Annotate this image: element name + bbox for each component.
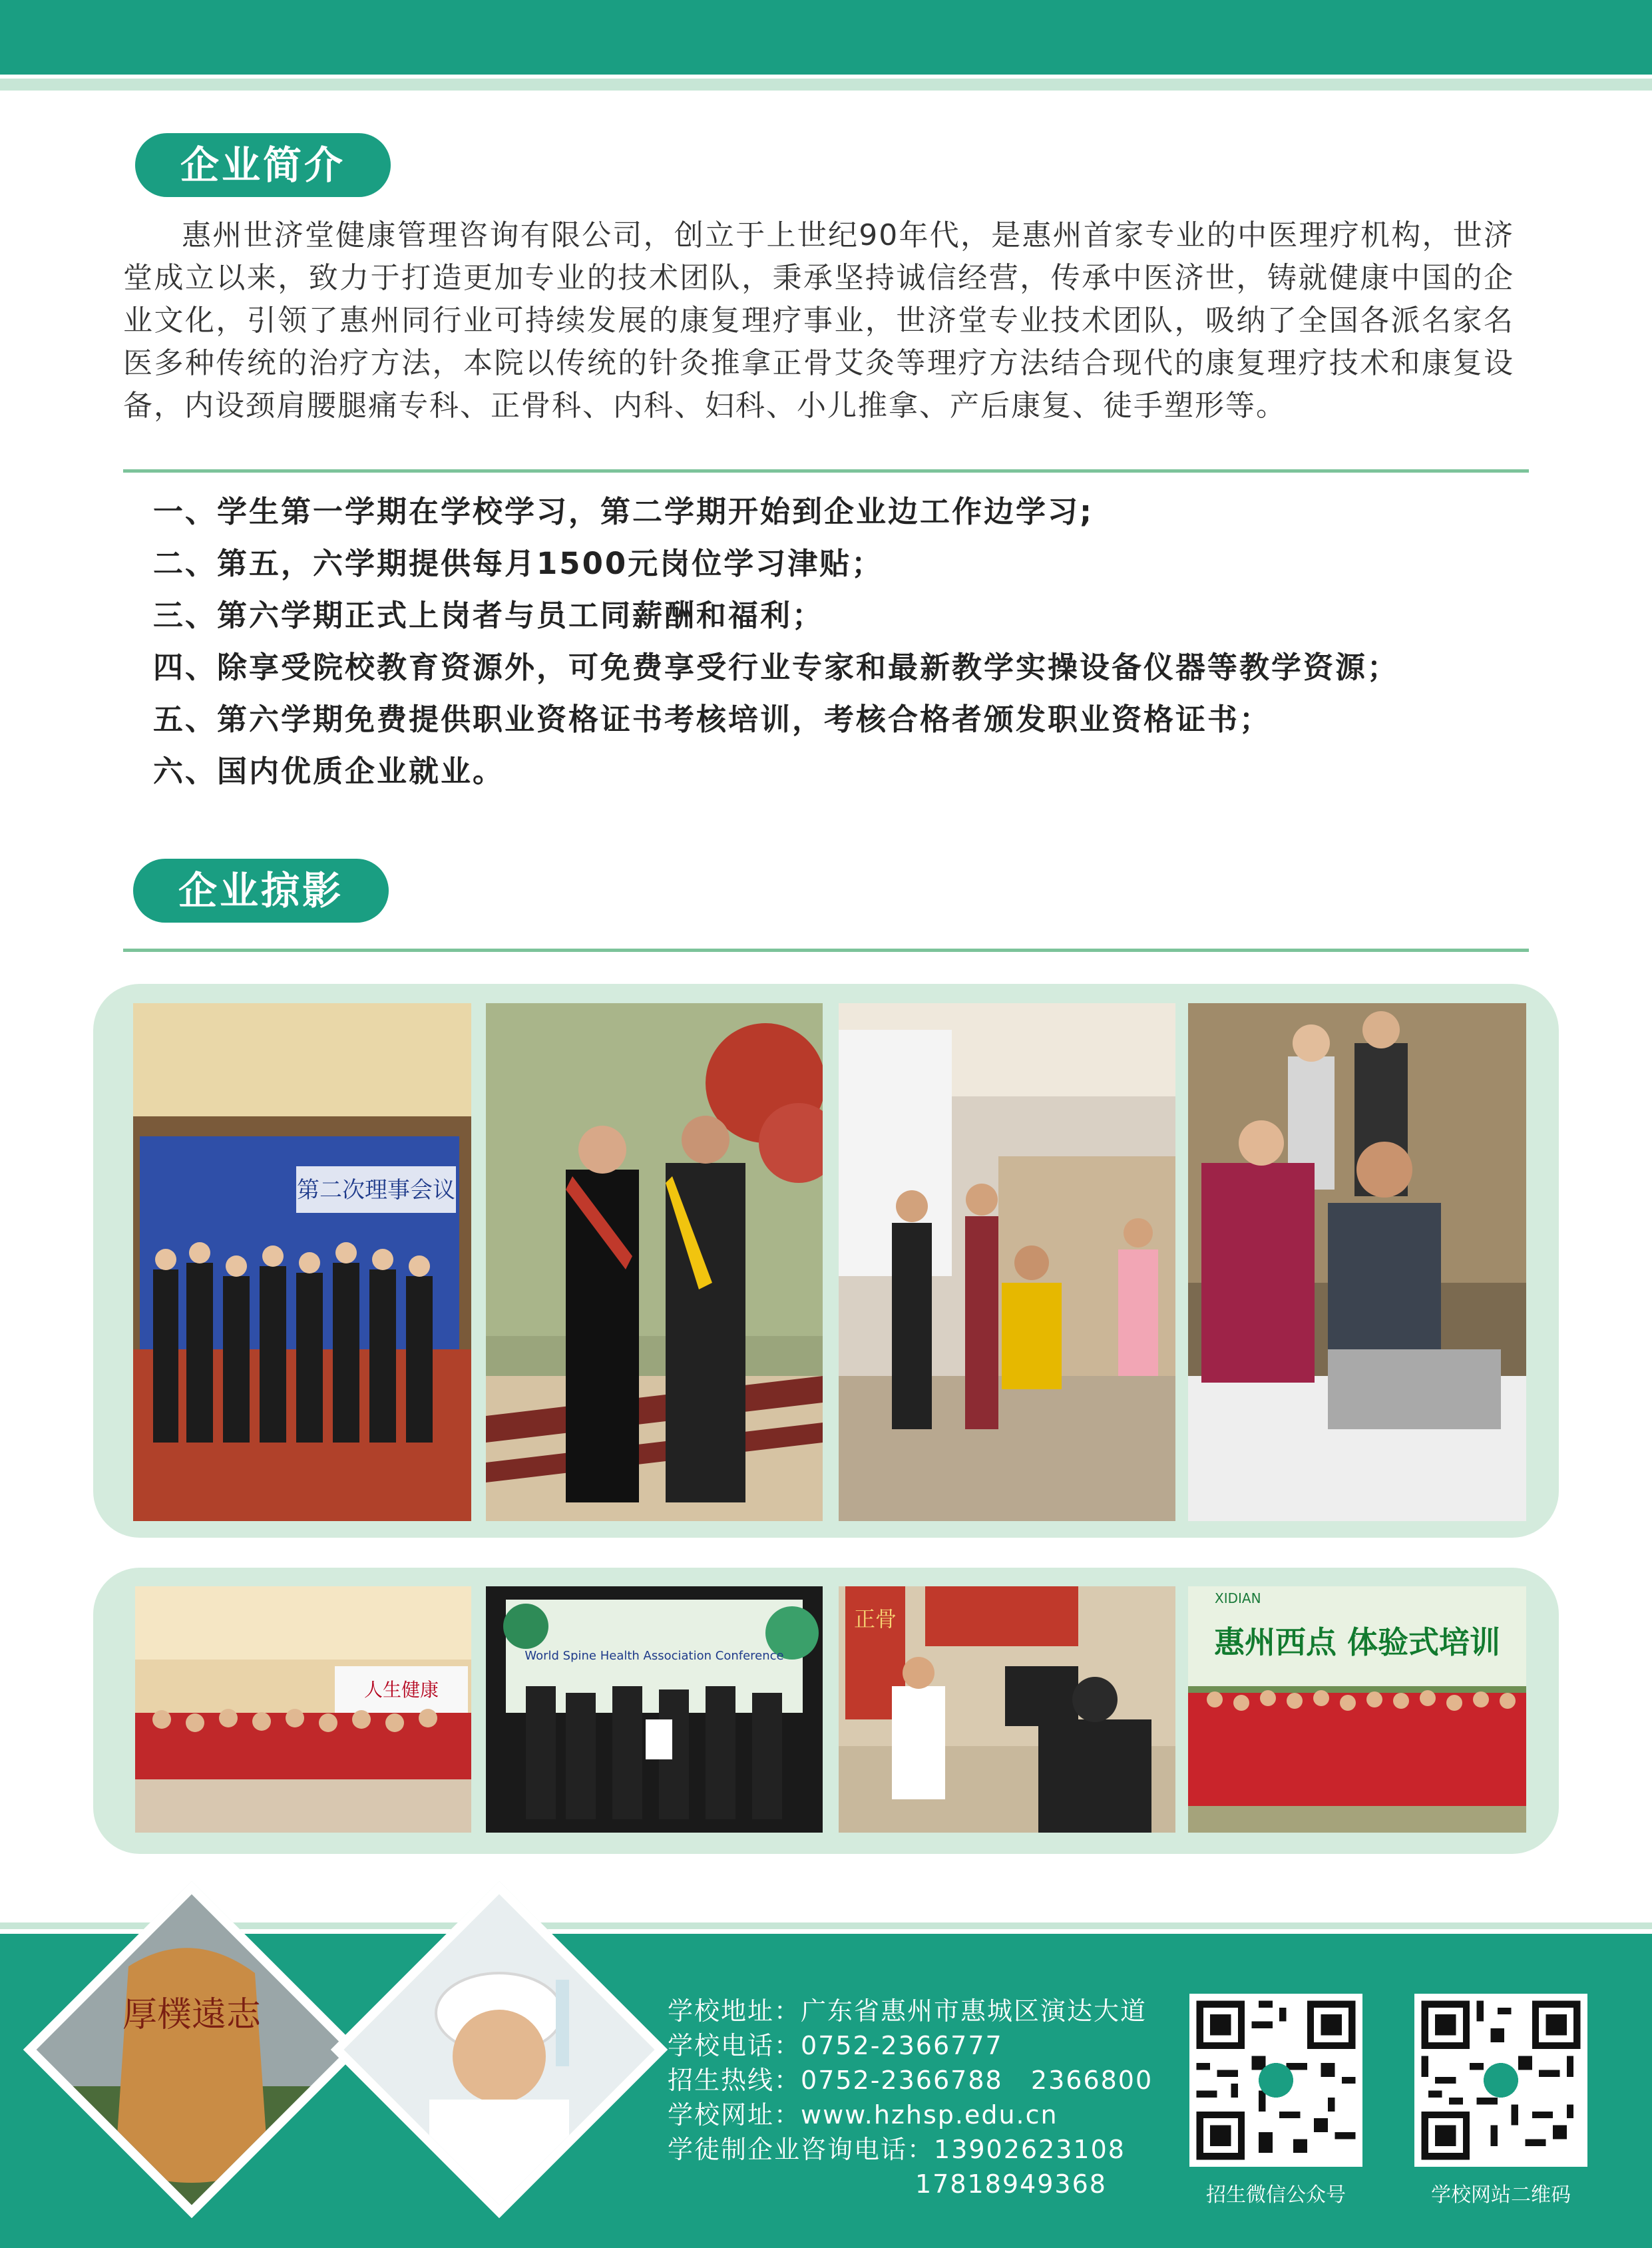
- benefit-item: 六、国内优质企业就业。: [153, 754, 505, 789]
- wechat-qr-code: [1189, 1994, 1362, 2167]
- website-qr-caption: 学校网站二维码: [1431, 2183, 1571, 2207]
- website-row: [668, 2098, 1173, 2132]
- address-label: 学校地址：: [668, 1996, 801, 2026]
- phone-label: 学校电话：: [668, 2031, 801, 2060]
- photo-award-couple: [486, 1003, 823, 1521]
- photo-clinic-banner: 正骨: [853, 1606, 897, 1632]
- phone-value: 0752-2366777: [801, 2031, 1003, 2060]
- photo-team-group: [135, 1586, 471, 1833]
- benefit-item: 二、第五，六学期提供每月1500元岗位学习津贴；: [153, 546, 884, 581]
- apprentice-row-2: [668, 2167, 1173, 2201]
- photo-conference-banner: World Spine Health Association Conference: [524, 1649, 784, 1663]
- footer-stripe: [0, 1922, 1652, 1929]
- apprentice-label: 学徒制企业咨询电话：: [668, 2135, 934, 2164]
- divider-gallery: [123, 949, 1529, 952]
- contact-info: [668, 1994, 1173, 2201]
- apprentice-phone-2: 17818949368: [915, 2169, 1107, 2199]
- hotline-value: 0752-2366788 2366800: [801, 2066, 1153, 2095]
- photo-training-session: [839, 1003, 1175, 1521]
- website-label: 学校网址：: [668, 2100, 801, 2130]
- stone-inscription: 厚樸遠志: [122, 1995, 262, 2035]
- photo-council-meeting: [133, 1003, 471, 1521]
- photo-team-banner: 人生健康: [363, 1679, 439, 1701]
- photo-massage-therapy: [1188, 1003, 1526, 1521]
- photo-outdoor-brand: XIDIAN: [1215, 1590, 1261, 1606]
- intro-paragraph: 惠州世济堂健康管理咨询有限公司，创立于上世纪90年代，是惠州首家专业的中医理疗机构，世济堂成立以来，致力于打造更加专业的技术团队，秉承坚持诚信经营，传承中医济世，铸就健康中国的企业文化，引领了惠州同行业可持续发展的康复理疗事业，世济堂专业技术团队，吸纳了全国各派名家名医多种传统的治疗方法，本院以传统的针灸推拿正骨艾灸等理疗方法结合现代的康复理疗技术和康复设备，内设颈肩腰腿痛专科、正骨科、内科、妇科、小儿推拿、产后康复、徒手塑形等。: [123, 218, 1514, 423]
- hotline-label: 招生热线：: [668, 2066, 801, 2095]
- photo-council-banner: 第二次理事会议: [297, 1177, 455, 1204]
- top-band: [0, 0, 1652, 75]
- benefit-item: 一、学生第一学期在学校学习，第二学期开始到企业边工作边学习;: [153, 494, 1094, 529]
- wechat-qr-caption: 招生微信公众号: [1206, 2183, 1346, 2207]
- benefit-item: 三、第六学期正式上岗者与员工同薪酬和福利；: [153, 598, 825, 633]
- divider-top: [123, 469, 1529, 473]
- photo-outdoor-training: [1188, 1586, 1526, 1833]
- apprentice-row: [668, 2132, 1173, 2167]
- address-row: [668, 1994, 1173, 2028]
- top-band-stripe: [0, 79, 1652, 91]
- gallery-section-title: 企业掠影: [133, 859, 389, 923]
- intro-section-title: 企业简介: [135, 133, 391, 197]
- benefit-item: 四、除享受院校教育资源外，可免费享受行业专家和最新教学实操设备仪器等教学资源；: [153, 650, 1400, 685]
- photo-conference-stage: [486, 1586, 823, 1833]
- website-value: www.hzhsp.edu.cn: [801, 2100, 1058, 2130]
- apprentice-phone-1: 13902623108: [934, 2135, 1126, 2164]
- benefits-list: [153, 486, 1524, 797]
- phone-row: [668, 2028, 1173, 2063]
- hotline-row: [668, 2063, 1173, 2098]
- website-qr-code: [1414, 1994, 1587, 2167]
- photo-clinic-consult: [839, 1586, 1175, 1833]
- photo-outdoor-banner: 惠州西点 体验式培训: [1213, 1624, 1501, 1660]
- address-value: 广东省惠州市惠城区演达大道: [801, 1996, 1147, 2026]
- benefit-item: 五、第六学期免费提供职业资格证书考核培训，考核合格者颁发职业资格证书；: [153, 702, 1272, 737]
